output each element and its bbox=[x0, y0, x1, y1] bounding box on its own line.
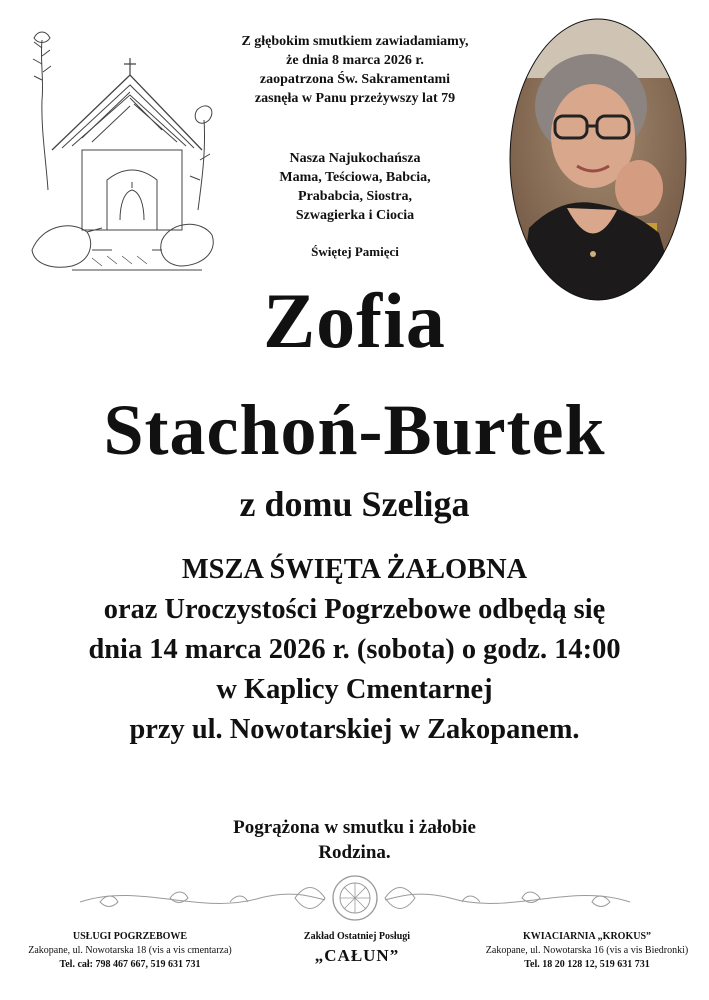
funeral-service-info bbox=[7, 549, 702, 749]
relations-line: Prababcia, Siostra, bbox=[298, 189, 412, 204]
signature-line: Rodzina. bbox=[318, 842, 391, 863]
portrait-photo bbox=[509, 18, 687, 301]
intro-line: że dnia 8 marca 2026 r. bbox=[286, 53, 424, 68]
chapel-sketch-image bbox=[12, 20, 222, 278]
deceased-first-name: Zofia bbox=[263, 277, 446, 364]
floral-ornament-divider bbox=[60, 872, 650, 924]
service-line: dnia 14 marca 2026 r. (sobota) o godz. 14:00 bbox=[88, 633, 621, 665]
signature-line: Pogrążona w smutku i żałobie bbox=[233, 817, 476, 838]
intro-line: zaopatrzona Św. Sakramentami bbox=[259, 72, 451, 87]
maiden-name: z domu Szeliga bbox=[239, 484, 470, 524]
memory-heading: Świętej Pamięci bbox=[311, 244, 399, 259]
relations-line: Nasza Najukochańsza bbox=[289, 151, 421, 166]
footer-funeral-services bbox=[20, 930, 240, 972]
deceased-last-name: Stachoń-Burtek bbox=[103, 390, 606, 470]
footer-left-title: USŁUGI POGRZEBOWE bbox=[72, 931, 188, 942]
relations-line: Szwagierka i Ciocia bbox=[295, 208, 415, 223]
footer-right-phone: Tel. 18 20 128 12, 519 631 731 bbox=[524, 959, 650, 970]
family-relations bbox=[230, 149, 480, 225]
footer-funeral-home bbox=[262, 930, 452, 968]
service-line: oraz Uroczystości Pogrzebowe odbędą się bbox=[103, 593, 606, 625]
footer-mid-title: Zakład Ostatniej Posługi bbox=[303, 931, 411, 942]
intro-line: Z głębokim smutkiem zawiadamiamy, bbox=[241, 34, 469, 49]
footer-left-address: Zakopane, ul. Nowotarska 18 (vis a vis cmentarza) bbox=[28, 945, 232, 956]
footer-right-title: KWIACIARNIA „KROKUS” bbox=[522, 931, 652, 942]
footer-right-address: Zakopane, ul. Nowotarska 16 (vis a vis Biedronki) bbox=[485, 945, 689, 956]
intro-line: zasnęła w Panu przeżywszy lat 79 bbox=[254, 91, 456, 106]
footer-left-phone: Tel. cał: 798 467 667, 519 631 731 bbox=[59, 959, 201, 970]
family-signature bbox=[0, 815, 709, 865]
footer-mid-name: „CAŁUN” bbox=[314, 946, 400, 965]
relations-line: Mama, Teściowa, Babcia, bbox=[279, 170, 431, 185]
service-line: w Kaplicy Cmentarnej bbox=[216, 673, 493, 705]
service-line: przy ul. Nowotarskiej w Zakopanem. bbox=[129, 713, 580, 745]
service-line: MSZA ŚWIĘTA ŻAŁOBNA bbox=[181, 553, 528, 585]
announcement-intro bbox=[205, 32, 505, 108]
footer-florist bbox=[474, 930, 700, 972]
